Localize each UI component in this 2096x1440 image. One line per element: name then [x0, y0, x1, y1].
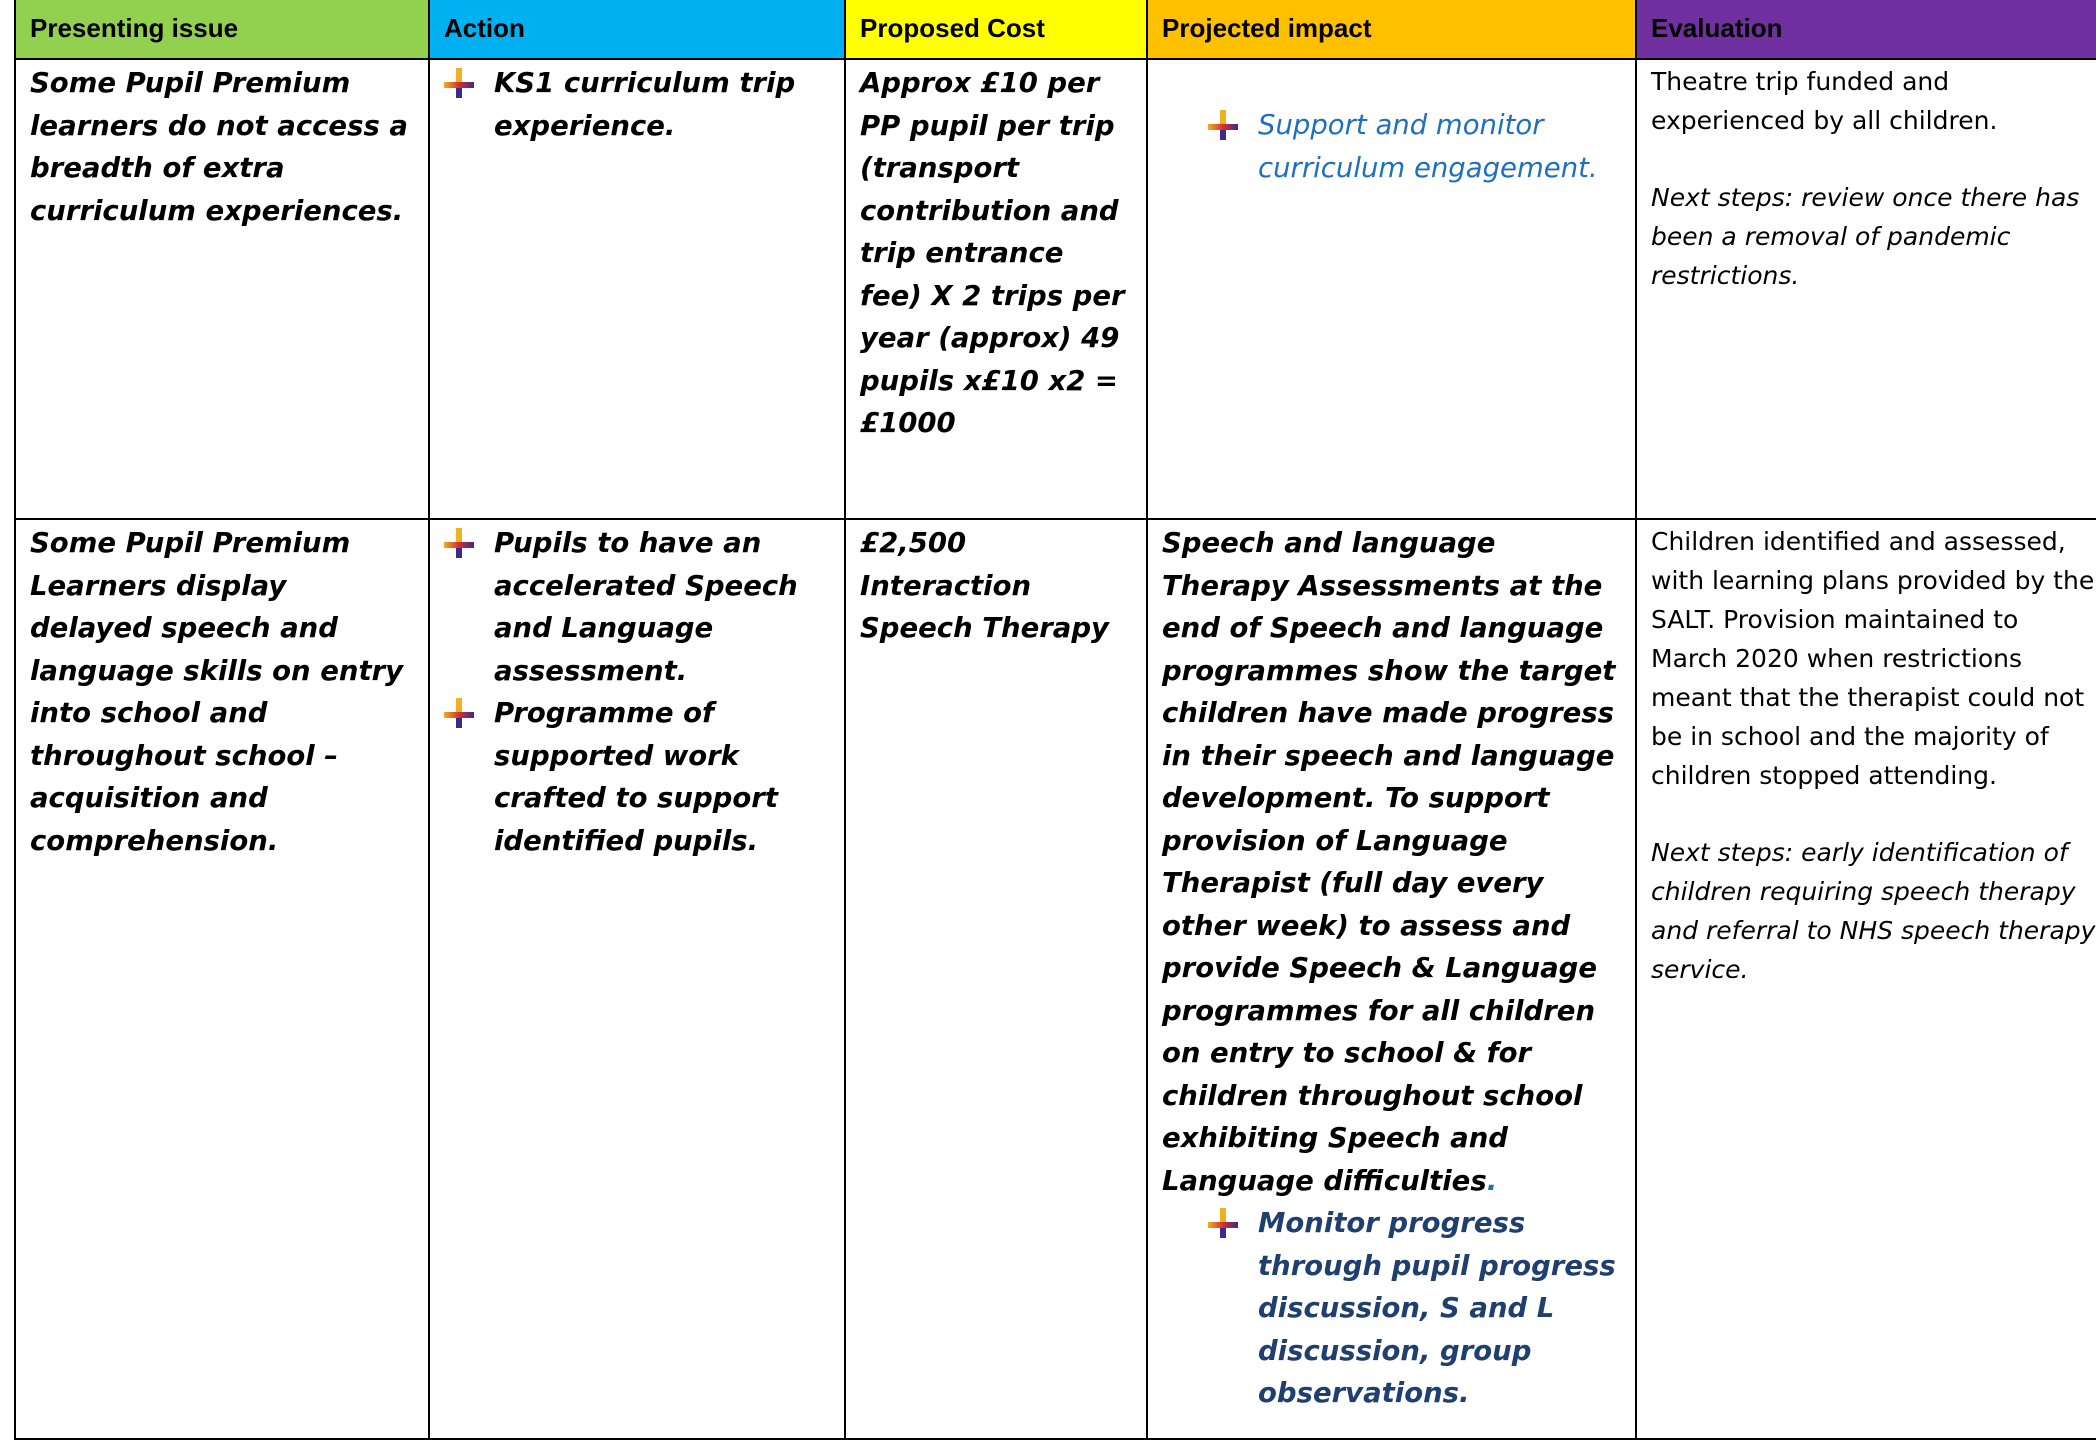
- action-cell: [429, 59, 845, 519]
- header-projected-impact: Projected impact: [1147, 0, 1636, 59]
- impact-item: [1162, 1202, 1623, 1415]
- action-cell: [429, 519, 845, 1439]
- impact-item-text: Monitor progress through pupil progress discussion, S and L discussion, group observations.: [1258, 1207, 1616, 1409]
- action-item: [444, 692, 832, 862]
- bullet-plus-icon: [444, 68, 474, 98]
- impact-item: [1208, 104, 1623, 189]
- next-steps-text: Next steps: review once there has been a removal of pandemic restrictions.: [1651, 183, 2080, 290]
- action-item-text: Programme of supported work crafted to support identified pupils.: [494, 697, 778, 857]
- evaluation-cell: [1636, 59, 2096, 519]
- action-list: [430, 60, 844, 147]
- action-item-text: Pupils to have an accelerated Speech and Language assessment.: [494, 527, 798, 687]
- evaluation-block: [1637, 60, 2096, 295]
- evaluation-block: [1637, 520, 2096, 989]
- header-evaluation: Evaluation: [1636, 0, 2096, 59]
- proposed-cost-text: £2,500 Interaction Speech Therapy: [860, 527, 1109, 644]
- proposed-cost-cell: [845, 59, 1147, 519]
- header-presenting-issue: Presenting issue: [15, 0, 429, 59]
- action-item: [444, 522, 832, 692]
- presenting-issue-text: Some Pupil Premium learners do not access a breadth of extra curriculum experiences.: [30, 67, 408, 227]
- pupil-premium-table: [14, 0, 2096, 1440]
- projected-impact-cell: [1147, 519, 1636, 1439]
- impact-period: .: [1486, 1164, 1498, 1197]
- evaluation-text: Children identified and assessed, with learning plans provided by the SALT. Provision maintained to March 2020 when restrictions meant that the therapist could not be in school and the majority of children stopped attending.: [1651, 527, 2095, 790]
- header-action: Action: [429, 0, 845, 59]
- action-item: [444, 62, 832, 147]
- header-row: [15, 0, 2096, 59]
- presenting-issue-cell: [15, 59, 429, 519]
- impact-block: [1148, 520, 1635, 1415]
- impact-item-text: Support and monitor curriculum engagement.: [1258, 109, 1598, 184]
- header-proposed-cost: Proposed Cost: [845, 0, 1147, 59]
- table-row: [15, 59, 2096, 519]
- impact-list: [1148, 60, 1635, 189]
- projected-impact-cell: [1147, 59, 1636, 519]
- table-row: [15, 519, 2096, 1439]
- bullet-plus-icon: [1208, 110, 1238, 140]
- proposed-cost-cell: [845, 519, 1147, 1439]
- evaluation-text: Theatre trip funded and experienced by all children.: [1651, 67, 1998, 135]
- proposed-cost-text: Approx £10 per PP pupil per trip (transport contribution and trip entrance fee) X 2 trips per year (approx) 49 pupils x£10 x2 = £1000: [860, 67, 1125, 439]
- bullet-plus-icon: [444, 698, 474, 728]
- action-item-text: KS1 curriculum trip experience.: [494, 67, 796, 142]
- impact-text: Speech and language Therapy Assessments at the end of Speech and language programmes show the target children have made progress in their speech and language development. To support provision of Language Therapist (full day every other week) to assess and provide Speech & Language programmes for all children on entry to school & for children throughout school exhibiting Speech and Language difficulties: [1162, 527, 1616, 1197]
- presenting-issue-text: Some Pupil Premium Learners display delayed speech and language skills on entry into school and throughout school – acquisition and comprehension.: [30, 527, 404, 857]
- action-list: [430, 520, 844, 862]
- presenting-issue-cell: [15, 519, 429, 1439]
- evaluation-cell: [1636, 519, 2096, 1439]
- next-steps-text: Next steps: early identification of children requiring speech therapy and referral to NHS speech therapy service.: [1651, 838, 2096, 984]
- bullet-plus-icon: [1208, 1208, 1238, 1238]
- spacer: [1651, 140, 2096, 178]
- bullet-plus-icon: [444, 528, 474, 558]
- spacer: [1651, 795, 2096, 833]
